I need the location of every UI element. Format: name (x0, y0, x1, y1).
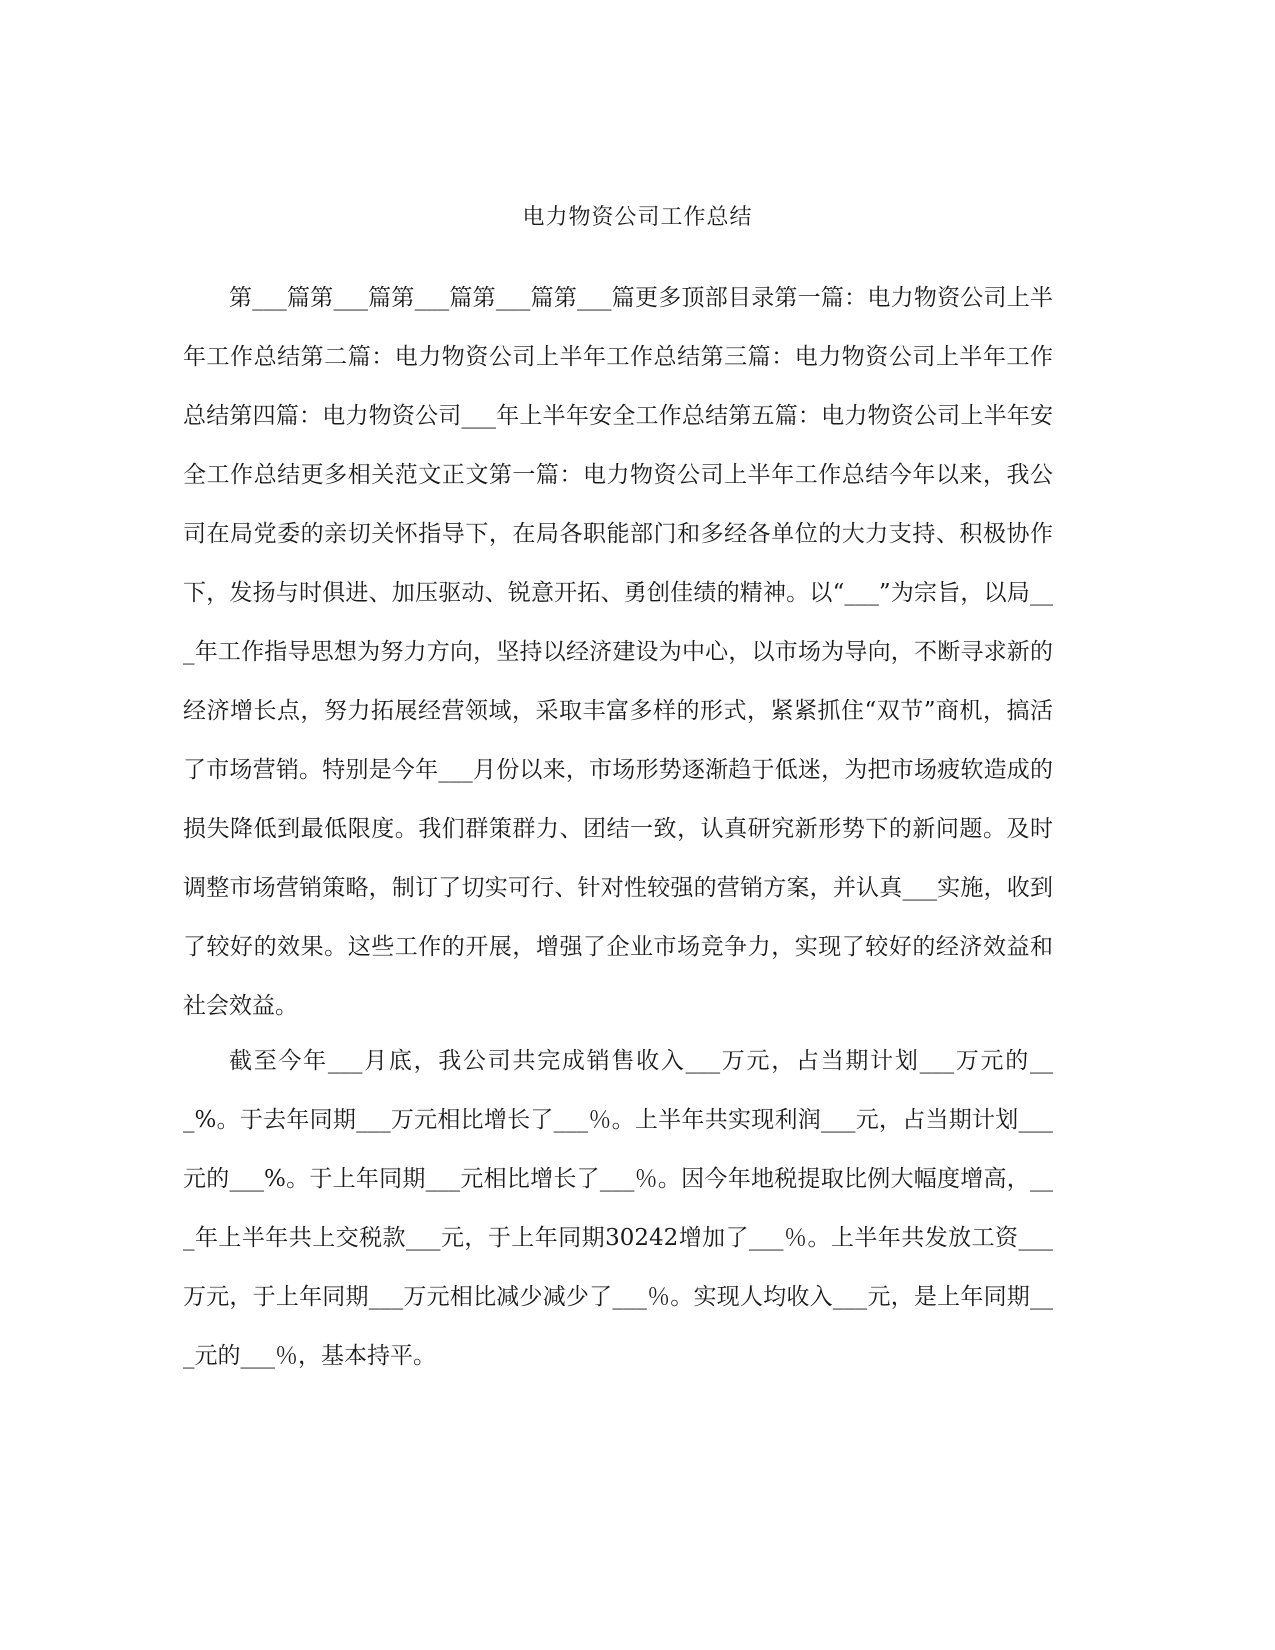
body-paragraph-2: 截至今年___月底，我公司共完成销售收入___万元，占当期计划___万元的___%。于去年同期___万元相比增长了___％。上半年共实现利润___元，占当期计划___元的___%。于上年同期___元相比增长了___％。因今年地税提取比例大幅度增高，___年上半年共上交税款___元，于上年同期30242增加了___％。上半年共发放工资___万元，于上年同期___万元相比减少减少了___％。实现人均收入___元，是上年同期___元的___％，基本持平。 (183, 1048, 1053, 1369)
body-paragraph-1: 第___篇第___篇第___篇第___篇第___篇更多顶部目录第一篇：电力物资公司上半年工作总结第二篇：电力物资公司上半年工作总结第三篇：电力物资公司上半年工作总结第四篇：电力物资公司___年上半年安全工作总结第五篇：电力物资公司上半年安全工作总结更多相关范文正文第一篇：电力物资公司上半年工作总结今年以来，我公司在局党委的亲切关怀指导下，在局各职能部门和多经各单位的大力支持、积极协作下，发扬与时俱进、加压驱动、锐意开拓、勇创佳绩的精神。以“___”为宗旨，以局___年工作指导思想为努力方向，坚持以经济建设为中心，以市场为导向，不断寻求新的经济增长点，努力拓展经营领域，采取丰富多样的形式，紧紧抓住“双节”商机，搞活了市场营销。特别是今年___月份以来，市场形势逐渐趋于低迷，为把市场疲软造成的损失降低到最低限度。我们群策群力、团结一致，认真研究新形势下的新问题。及时调整市场营销策略，制订了切实可行、针对性较强的营销方案，并认真___实施，收到了较好的效果。这些工作的开展，增强了企业市场竞争力，实现了较好的经济效益和社会效益。 (183, 285, 1053, 1019)
document-title: 电力物资公司工作总结 (522, 205, 753, 230)
